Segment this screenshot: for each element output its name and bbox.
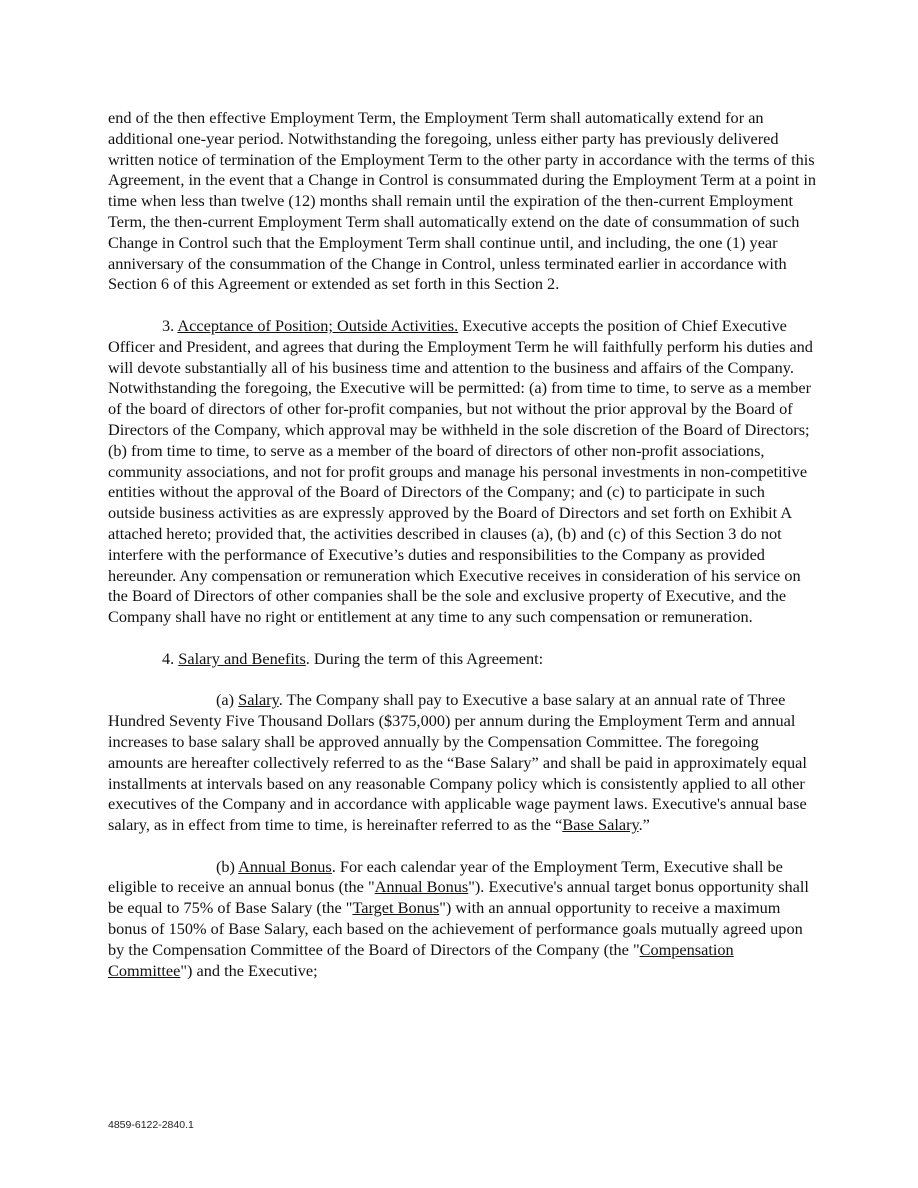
section-4a-heading: Salary — [238, 690, 279, 710]
section-4-heading: Salary and Benefits — [178, 648, 306, 668]
document-page — [108, 108, 816, 1002]
section-4b-heading: Annual Bonus — [238, 856, 332, 876]
section-4a-body: . The Company shall pay to Executive a base salary at an annual rate of Three Hundred Seventy Five Thousand Dollars ($375,000) per annum during the Employment Term and annual increases to base salary shall be approved annually by the Compensation Committee. The foregoing amounts are hereafter collectively referred to as the “Base Salary” and shall be paid in approximately equal installments at intervals based on any reasonable Company policy which is consistently applied to all other executives of the Company and in accordance with applicable wage payment laws. Executive's annual base salary, as in effect from time to time, is hereinafter referred to as the “ — [108, 690, 807, 835]
section-4a-defined-term: Base Salary — [562, 815, 639, 835]
section-4b-part1: . For each calendar year of the Employment Term, Executive shall be eligible to receive an annual bonus (the " — [108, 856, 783, 897]
section-3-number: 3. — [162, 315, 178, 335]
section-3-heading: Acceptance of Position; Outside Activities. — [177, 315, 459, 335]
section-4b-term-annual-bonus: Annual Bonus — [374, 877, 469, 897]
section-4b-term-compensation-committee: Compensation Committee — [108, 939, 734, 980]
section-4a-tail: .” — [638, 815, 650, 835]
section-4-number: 4. — [162, 648, 179, 668]
section-3-paragraph — [108, 316, 816, 628]
section-3-body: Executive accepts the position of Chief Executive Officer and President, and agrees that during the Employment Term he will faithfully perform his duties and will devote substantially all of his business time and attention to the business and affairs of the Company. Notwithstanding the foregoing, the Executive will be permitted: (a) from time to time, to serve as a member of the board of directors of other for-profit companies, but not without the prior approval by the Board of Directors of the Company, which approval may be withheld in the sole discretion of the Board of Directors; (b) from time to time, to serve as a member of the board of directors of other non-profit associations, community associations, and not for profit groups and manage his personal investments in non-competitive entities without the approval of the Board of Directors of the Company; and (c) to participate in such outside business activities as are expressly approved by the Board of Directors and set forth on Exhibit A attached hereto; provided that, the activities described in clauses (a), (b) and (c) of this Section 3 do not interfere with the performance of Executive’s duties and responsibilities to the Company as provided hereunder. Any compensation or remuneration which Executive receives in consideration of his service on the Board of Directors of other companies shall be the sole and exclusive property of Executive, and the Company shall have no right or entitlement at any time to any such compensation or remuneration. — [108, 315, 813, 627]
section-2-continuation — [108, 108, 816, 295]
section-4-body: . During the term of this Agreement: — [305, 648, 544, 668]
section-4-paragraph — [108, 649, 816, 670]
section-4b-part3: ") with an annual opportunity to receive a maximum bonus of 150% of Base Salary, each based on the achievement of performance goals mutually agreed upon by the Compensation Committee of the Board of Directors of the Company (the " — [108, 898, 803, 959]
section-4b-part4: ") and the Executive; — [180, 960, 318, 980]
section-4b-number: (b) — [216, 856, 239, 876]
section-2-text: end of the then effective Employment Term, the Employment Term shall automatically extend for an additional one-year period. Notwithstanding the foregoing, unless either party has previously delivered written notice of termination of the Employment Term to the other party in accordance with the terms of this Agreement, in the event that a Change in Control is consummated during the Employment Term at a point in time when less than twelve (12) months shall remain until the expiration of the then-current Employment Term, the then-current Employment Term shall automatically extend on the date of consummation of such Change in Control such that the Employment Term shall continue until, and including, the one (1) year anniversary of the consummation of the Change in Control, unless terminated earlier in accordance with Section 6 of this Agreement or extended as set forth in this Section 2. — [108, 108, 816, 294]
section-4a-number: (a) — [216, 690, 239, 710]
section-4b-term-target-bonus: Target Bonus — [352, 898, 440, 918]
section-4b-paragraph — [108, 857, 816, 982]
document-footer-id: 4859-6122-2840.1 — [108, 1119, 194, 1131]
section-4a-paragraph — [108, 690, 816, 836]
section-4b-part2: "). Executive's annual target bonus opportunity shall be equal to 75% of Base Salary (the " — [108, 877, 809, 918]
